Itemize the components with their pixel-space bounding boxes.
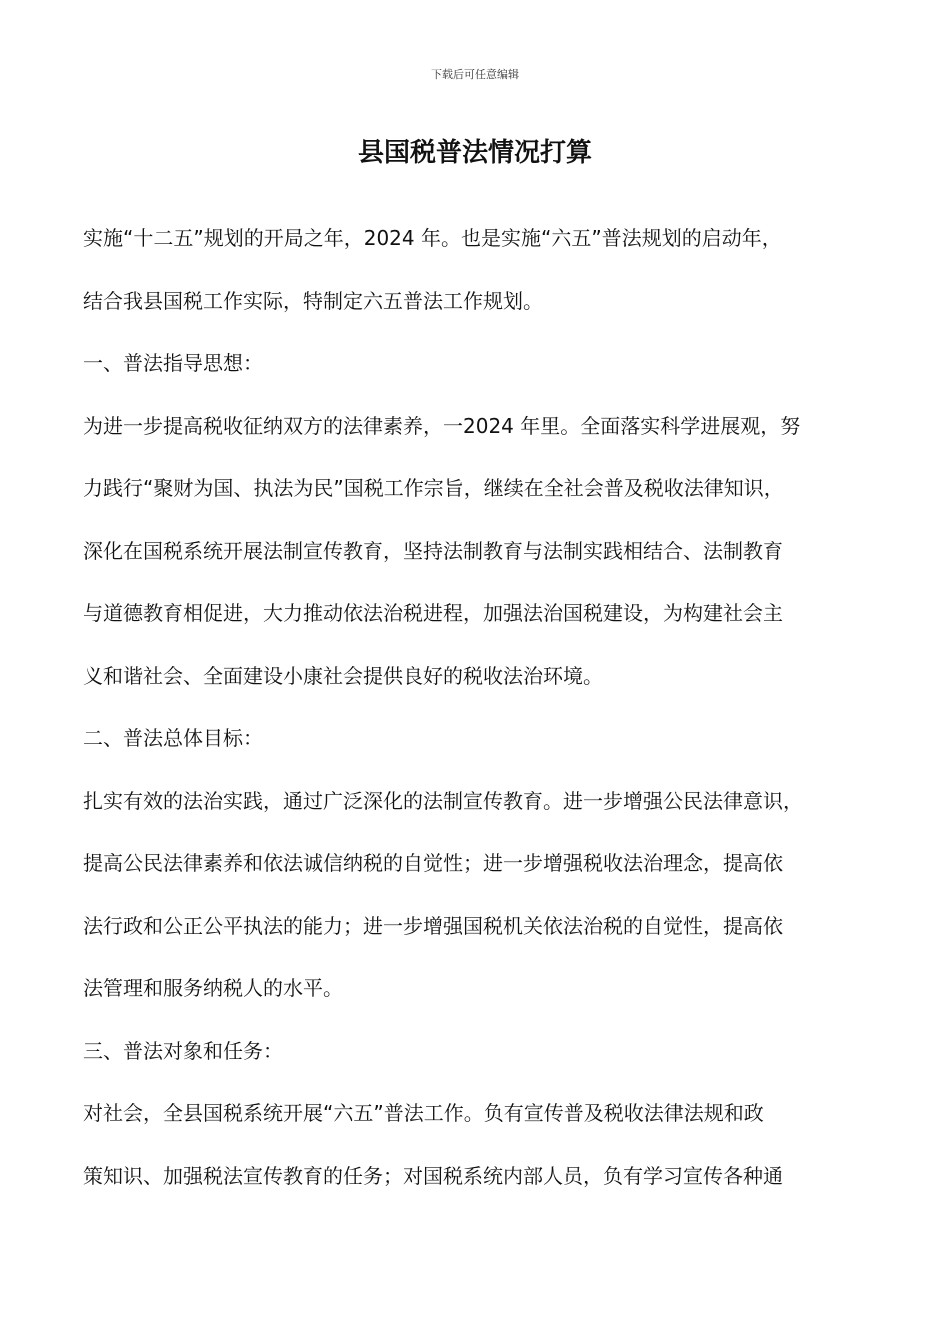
- body-line: 深化在国税系统开展法制宣传教育，坚持法制教育与法制实践相结合、法制教育: [83, 538, 783, 563]
- body-line: 提高公民法律素养和依法诚信纳税的自觉性；进一步增强税收法治理念，提高依: [83, 851, 783, 875]
- body-line: 力践行“聚财为国、执法为民”国税工作宗旨，继续在全社会普及税收法律知识，: [83, 476, 784, 500]
- document-body: [83, 207, 883, 1207]
- section-heading-overall-goals: 二、普法总体目标：: [83, 726, 263, 750]
- section-heading-targets-and-tasks: 三、普法对象和任务：: [83, 1038, 283, 1063]
- body-line: 策知识、加强税法宣传教育的任务；对国税系统内部人员，负有学习宣传各种通: [83, 1163, 783, 1188]
- header-note: 下载后可任意编辑: [431, 68, 519, 81]
- body-line: 扎实有效的法治实践，通过广泛深化的法制宣传教育。进一步增强公民法律意识，: [83, 788, 803, 813]
- body-line: 对社会，全县国税系统开展“六五”普法工作。负有宣传普及税收法律法规和政: [83, 1101, 764, 1125]
- body-line: 结合我县国税工作实际，特制定六五普法工作规划。: [83, 288, 543, 313]
- body-line: 法管理和服务纳税人的水平。: [83, 976, 343, 1000]
- section-heading-guiding-ideology: 一、普法指导思想：: [83, 351, 263, 375]
- document-title: 县国税普法情况打算: [357, 138, 592, 168]
- body-line: 与道德教育相促进，大力推动依法治税进程，加强法治国税建设，为构建社会主: [83, 601, 783, 625]
- body-line: 实施“十二五”规划的开局之年，2024 年。也是实施“六五”普法规划的启动年，: [83, 226, 782, 250]
- body-line: 法行政和公正公平执法的能力；进一步增强国税机关依法治税的自觉性，提高依: [83, 913, 783, 938]
- body-line: 为进一步提高税收征纳双方的法律素养，一2024 年里。全面落实科学进展观，努: [83, 413, 801, 438]
- body-line: 义和谐社会、全面建设小康社会提供良好的税收法治环境。: [83, 663, 603, 688]
